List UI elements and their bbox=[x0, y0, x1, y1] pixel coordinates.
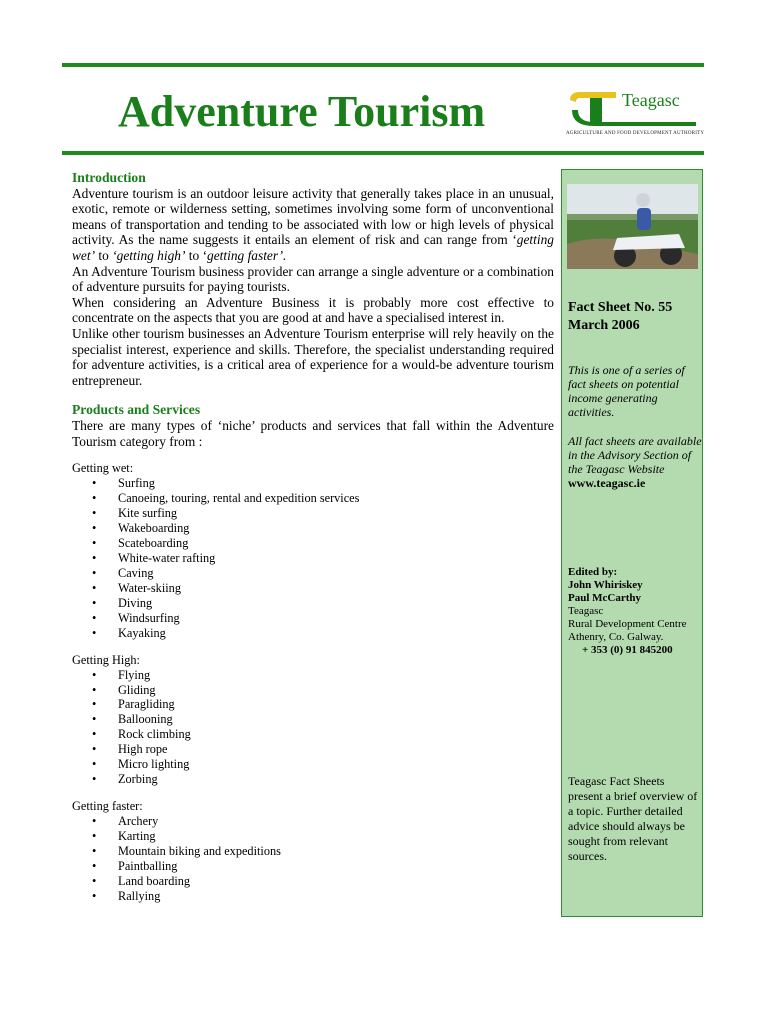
editor-name: Paul McCarthy bbox=[568, 592, 642, 604]
list-item: • Ballooning bbox=[118, 712, 554, 727]
disclaimer-note: Teagasc Fact Sheets present a brief overview of a topic. Further detailed advice should always be sought from relevant sources. bbox=[568, 774, 698, 863]
list-getting-faster bbox=[72, 814, 554, 904]
list-item: • Windsurfing bbox=[118, 611, 554, 626]
list-item: • Gliding bbox=[118, 683, 554, 698]
group-label-faster: Getting faster: bbox=[72, 799, 143, 814]
list-item: • Wakeboarding bbox=[118, 521, 554, 536]
fact-sheet-info bbox=[568, 299, 702, 335]
top-rule bbox=[62, 63, 704, 67]
list-item: • Water-skiing bbox=[118, 581, 554, 596]
list-getting-wet bbox=[72, 476, 554, 640]
website-link[interactable]: www.teagasc.ie bbox=[568, 476, 646, 490]
logo-subtitle: AGRICULTURE AND FOOD DEVELOPMENT AUTHORITY bbox=[566, 131, 705, 136]
phone-number: + 353 (0) 91 845200 bbox=[582, 644, 673, 656]
intro-paragraph-3: When considering an Adventure Business it is probably more cost effective to concentrate on the aspects that you are good at and have a specialised interest in. bbox=[72, 294, 554, 326]
list-item: • Rock climbing bbox=[118, 727, 554, 742]
list-item: • Karting bbox=[118, 829, 554, 844]
list-item: • Flying bbox=[118, 668, 554, 683]
group-label-high: Getting High: bbox=[72, 652, 140, 667]
list-item: • Zorbing bbox=[118, 772, 554, 787]
list-item: • Caving bbox=[118, 566, 554, 581]
list-getting-high bbox=[72, 668, 554, 788]
fact-sheet-number: Fact Sheet No. 55 bbox=[568, 300, 673, 315]
list-item: • Kite surfing bbox=[118, 506, 554, 521]
products-intro: There are many types of ‘niche’ products and services that fall within the Adventure Tourism category from : bbox=[72, 417, 554, 449]
list-item: • Rallying bbox=[118, 889, 554, 904]
intro-paragraph-2: An Adventure Tourism business provider can arrange a single adventure or a combination of adventure pursuits for paying tourists. bbox=[72, 263, 554, 295]
editors-block bbox=[568, 566, 702, 657]
list-item: • Diving bbox=[118, 596, 554, 611]
intro-paragraph-4: Unlike other tourism businesses an Adventure Tourism enterprise will rely heavily on the specialist interest, experience and skills. Therefore, the specialist understanding required for adventure activities, is a critical area of experience for a would-be adventure tourism entrepreneur. bbox=[72, 325, 554, 388]
fact-sheet-date: March 2006 bbox=[568, 318, 640, 333]
edited-by-label: Edited by: bbox=[568, 566, 618, 578]
main-content bbox=[72, 170, 554, 904]
intro-heading: Introduction bbox=[72, 170, 146, 185]
header-rule bbox=[62, 151, 704, 155]
location: Athenry, Co. Galway. bbox=[568, 631, 664, 643]
list-item: • White-water rafting bbox=[118, 551, 554, 566]
organization: Teagasc bbox=[568, 605, 604, 617]
list-item: • Paintballing bbox=[118, 859, 554, 874]
list-item: • Mountain biking and expeditions bbox=[118, 844, 554, 859]
list-item: • High rope bbox=[118, 742, 554, 757]
logo-text: Teagasc bbox=[622, 90, 680, 110]
list-item: • Archery bbox=[118, 814, 554, 829]
availability-note: All fact sheets are available in the Advisory Section of the Teagasc Website www.teagasc.ie bbox=[568, 434, 702, 490]
list-item: • Canoeing, touring, rental and expedition services bbox=[118, 491, 554, 506]
list-item: • Surfing bbox=[118, 476, 554, 491]
list-item: • Scateboarding bbox=[118, 536, 554, 551]
list-item: • Micro lighting bbox=[118, 757, 554, 772]
list-item: • Paragliding bbox=[118, 697, 554, 712]
sidebar-panel bbox=[561, 169, 703, 917]
list-item: • Land boarding bbox=[118, 874, 554, 889]
series-note: This is one of a series of fact sheets on potential income generating activities. bbox=[568, 363, 685, 419]
products-heading: Products and Services bbox=[72, 402, 201, 418]
page-title: Adventure Tourism bbox=[118, 87, 486, 136]
list-item: • Kayaking bbox=[118, 626, 554, 641]
editor-name: John Whiriskey bbox=[568, 579, 643, 591]
quad-bike-photo bbox=[567, 184, 698, 269]
group-label-wet: Getting wet: bbox=[72, 461, 134, 476]
intro-paragraph-1: Adventure tourism is an outdoor leisure activity that generally takes place in an unusual, exotic, remote or wilderness setting, sometimes involving some form of unconventional means of transportation and tending to be associated with low or high levels of physical activity. As the name suggests it entails an element of risk and can range from ‘getting wet’ to ‘getting high’ to ‘getting faster’. bbox=[72, 185, 554, 263]
centre-name: Rural Development Centre bbox=[568, 618, 687, 630]
